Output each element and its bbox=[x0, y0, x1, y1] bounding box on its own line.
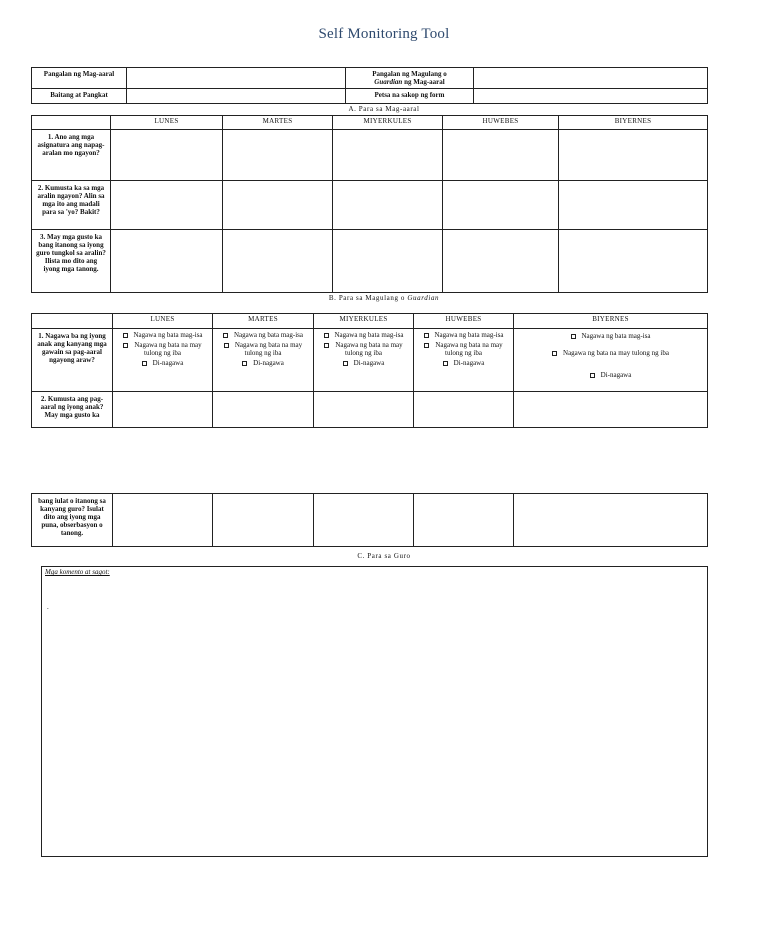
teacher-comment-box[interactable] bbox=[41, 566, 708, 857]
answer-cell[interactable] bbox=[333, 230, 443, 293]
option-alone[interactable]: Nagawa ng bata mag-isa bbox=[117, 331, 208, 339]
option-alone[interactable]: Nagawa ng bata mag-isa bbox=[418, 331, 509, 339]
options-cell-miyerkules bbox=[314, 329, 414, 392]
section-b-question-1: 1. Nagawa ba ng iyong anak ang kanyang mga gawain sa pag-aaral ngayong araw? bbox=[32, 329, 113, 392]
checkbox-icon bbox=[123, 333, 128, 338]
answer-cell[interactable] bbox=[223, 230, 333, 293]
option-alone[interactable]: Nagawa ng bata mag-isa bbox=[518, 332, 703, 340]
answer-cell[interactable] bbox=[223, 181, 333, 230]
guardian-name-label: Pangalan ng Magulang o Guardian ng Mag-aaral bbox=[346, 68, 474, 89]
checkbox-icon bbox=[590, 373, 595, 378]
answer-cell[interactable] bbox=[111, 230, 223, 293]
section-a-question-1: 1. Ano ang mga asignatura ang napag-aralan mo ngayon? bbox=[32, 130, 111, 181]
checkbox-icon bbox=[424, 343, 429, 348]
section-a-day-lunes: LUNES bbox=[111, 116, 223, 130]
option-not-done[interactable]: Di-nagawa bbox=[117, 359, 208, 367]
answer-cell[interactable] bbox=[333, 130, 443, 181]
answer-cell[interactable] bbox=[514, 392, 708, 428]
option-not-done[interactable]: Di-nagawa bbox=[418, 359, 509, 367]
section-a-title: A. Para sa Mag-aaral bbox=[348, 105, 420, 113]
section-a-day-huwebes: HUWEBES bbox=[443, 116, 559, 130]
checkbox-icon bbox=[324, 333, 329, 338]
section-b-table bbox=[31, 313, 708, 428]
option-with-help[interactable]: Nagawa ng bata na may tulong ng iba bbox=[318, 341, 409, 357]
grade-section-label: Baitang at Pangkat bbox=[32, 89, 127, 104]
checkbox-icon bbox=[223, 333, 228, 338]
section-b-day-miyerkules: MIYERKULES bbox=[314, 314, 414, 329]
answer-cell[interactable] bbox=[559, 130, 708, 181]
answer-cell[interactable] bbox=[213, 494, 314, 547]
answer-cell[interactable] bbox=[443, 230, 559, 293]
answer-cell[interactable] bbox=[314, 392, 414, 428]
comment-label: Mga komento at sagot: bbox=[45, 568, 110, 576]
option-alone[interactable]: Nagawa ng bata mag-isa bbox=[318, 331, 409, 339]
section-a-day-miyerkules: MIYERKULES bbox=[333, 116, 443, 130]
checkbox-icon bbox=[242, 361, 247, 366]
answer-cell[interactable] bbox=[414, 494, 514, 547]
section-a-question-2: 2. Kumusta ka sa mga aralin ngayon? Alin sa mga ito ang madali para sa 'yo? Bakit? bbox=[32, 181, 111, 230]
options-cell-martes bbox=[213, 329, 314, 392]
section-a-corner bbox=[32, 116, 111, 130]
answer-cell[interactable] bbox=[111, 181, 223, 230]
section-b-table-continued bbox=[31, 493, 708, 547]
date-covered-field[interactable] bbox=[474, 89, 708, 104]
answer-cell[interactable] bbox=[443, 181, 559, 230]
section-a-table bbox=[31, 115, 708, 293]
answer-cell[interactable] bbox=[333, 181, 443, 230]
answer-cell[interactable] bbox=[113, 494, 213, 547]
option-not-done[interactable]: Di-nagawa bbox=[318, 359, 409, 367]
answer-cell[interactable] bbox=[443, 130, 559, 181]
section-a-day-biyernes: BIYERNES bbox=[559, 116, 708, 130]
answer-cell[interactable] bbox=[514, 494, 708, 547]
answer-cell[interactable] bbox=[559, 230, 708, 293]
option-not-done[interactable]: Di-nagawa bbox=[217, 359, 309, 367]
answer-cell[interactable] bbox=[213, 392, 314, 428]
answer-cell[interactable] bbox=[111, 130, 223, 181]
section-b-day-huwebes: HUWEBES bbox=[414, 314, 514, 329]
page-title: Self Monitoring Tool bbox=[318, 26, 450, 42]
guardian-name-field[interactable] bbox=[474, 68, 708, 89]
option-alone[interactable]: Nagawa ng bata mag-isa bbox=[217, 331, 309, 339]
info-table bbox=[31, 67, 708, 104]
option-with-help[interactable]: Nagawa ng bata na may tulong ng iba bbox=[117, 341, 208, 357]
option-with-help[interactable]: Nagawa ng bata na may tulong ng iba bbox=[418, 341, 509, 357]
section-b-corner bbox=[32, 314, 113, 329]
option-with-help[interactable]: Nagawa ng bata na may tulong ng iba bbox=[518, 349, 703, 357]
option-with-help[interactable]: Nagawa ng bata na may tulong ng iba bbox=[217, 341, 309, 357]
section-b-question-2-part2: bang iulat o itanong sa kanyang guro? Isulat dito ang iyong mga puna, obserbasyon o tanong. bbox=[32, 494, 113, 547]
answer-cell[interactable] bbox=[113, 392, 213, 428]
learner-name-field[interactable] bbox=[127, 68, 346, 89]
checkbox-icon bbox=[443, 361, 448, 366]
section-b-day-lunes: LUNES bbox=[113, 314, 213, 329]
options-cell-lunes bbox=[113, 329, 213, 392]
section-b-question-2-part1: 2. Kumusta ang pag-aaral ng iyong anak? May mga gusto ka bbox=[32, 392, 113, 428]
checkbox-icon bbox=[224, 343, 229, 348]
checkbox-icon bbox=[552, 351, 557, 356]
checkbox-icon bbox=[343, 361, 348, 366]
section-b-title: B. Para sa Magulang o Guardian bbox=[328, 294, 440, 302]
checkbox-icon bbox=[324, 343, 329, 348]
checkbox-icon bbox=[142, 361, 147, 366]
answer-cell[interactable] bbox=[223, 130, 333, 181]
section-a-question-3: 3. May mga gusto ka bang itanong sa iyong guro tungkol sa aralin? Ilista mo dito ang iyong mga tanong. bbox=[32, 230, 111, 293]
learner-name-label: Pangalan ng Mag-aaral bbox=[32, 68, 127, 89]
answer-cell[interactable] bbox=[314, 494, 414, 547]
checkbox-icon bbox=[571, 334, 576, 339]
section-b-day-biyernes: BIYERNES bbox=[514, 314, 708, 329]
grade-section-field[interactable] bbox=[127, 89, 346, 104]
checkbox-icon bbox=[424, 333, 429, 338]
section-b-day-martes: MARTES bbox=[213, 314, 314, 329]
date-covered-label: Petsa na sakop ng form bbox=[346, 89, 474, 104]
option-not-done[interactable]: Di-nagawa bbox=[518, 371, 703, 379]
checkbox-icon bbox=[123, 343, 128, 348]
options-cell-biyernes bbox=[514, 329, 708, 392]
options-cell-huwebes bbox=[414, 329, 514, 392]
comment-dot: . bbox=[47, 603, 49, 611]
answer-cell[interactable] bbox=[414, 392, 514, 428]
answer-cell[interactable] bbox=[559, 181, 708, 230]
section-a-day-martes: MARTES bbox=[223, 116, 333, 130]
section-c-title: C. Para sa Guro bbox=[357, 552, 411, 560]
